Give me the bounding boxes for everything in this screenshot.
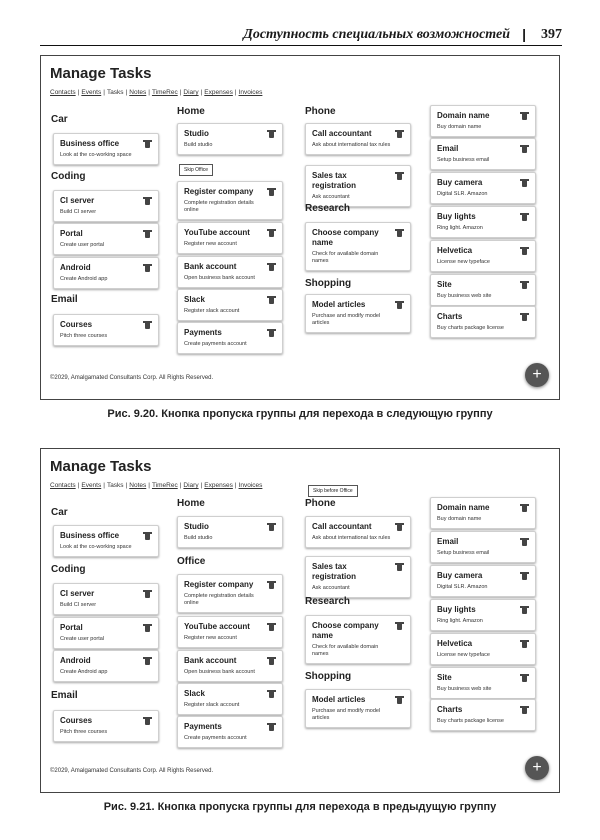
task-card[interactable]: [430, 699, 536, 731]
task-name: YouTube account: [184, 622, 250, 631]
task-card[interactable]: [430, 497, 536, 529]
task-card[interactable]: [430, 306, 536, 338]
nav-separator: |: [148, 89, 150, 96]
nav-separator: |: [200, 89, 203, 96]
task-card[interactable]: [53, 525, 159, 557]
task-card[interactable]: [53, 133, 159, 165]
header-separator: |: [522, 26, 526, 42]
task-card[interactable]: [305, 516, 411, 548]
group-title-coding: Coding: [51, 564, 86, 575]
task-card[interactable]: [430, 531, 536, 563]
task-card[interactable]: [430, 667, 536, 699]
trash-icon[interactable]: [521, 706, 528, 714]
group-title-car: Car: [51, 507, 68, 518]
task-name: Payments: [184, 722, 222, 731]
trash-icon[interactable]: [396, 172, 403, 180]
task-description: Register slack account: [184, 702, 240, 708]
task-card[interactable]: [53, 650, 159, 682]
group-title-email: Email: [51, 294, 78, 305]
task-card[interactable]: [177, 256, 283, 288]
task-name: Business office: [60, 531, 120, 540]
task-description: Open business bank account: [184, 669, 255, 675]
task-description: Pitch three courses: [60, 333, 108, 339]
task-card[interactable]: [53, 617, 159, 649]
trash-icon[interactable]: [268, 188, 275, 196]
trash-icon[interactable]: [268, 581, 275, 589]
group-title-email: Email: [51, 690, 78, 701]
trash-icon[interactable]: [521, 606, 528, 614]
group-title-coding: Coding: [51, 171, 86, 182]
trash-icon[interactable]: [144, 657, 151, 665]
nav-link-timerec[interactable]: TimeRec: [151, 482, 178, 489]
group-title-home: Home: [177, 498, 205, 509]
screenshot-figure-9-20: [40, 55, 560, 400]
nav-link-contacts[interactable]: Contacts: [50, 89, 76, 96]
task-card[interactable]: [430, 172, 536, 204]
task-card[interactable]: [53, 314, 159, 346]
task-description: Register new account: [184, 241, 237, 247]
nav-separator: |: [77, 89, 80, 96]
nav-link-diary[interactable]: Diary: [183, 482, 199, 489]
task-card[interactable]: [305, 294, 411, 333]
task-name: CI server: [60, 196, 95, 205]
group-title-shopping: Shopping: [305, 278, 352, 289]
task-description: Buy business web site: [437, 293, 492, 299]
task-name: Helvetica: [437, 246, 473, 255]
task-card[interactable]: [430, 206, 536, 238]
task-name: Payments: [184, 328, 222, 337]
trash-icon[interactable]: [268, 263, 275, 271]
task-name: Model articles: [312, 300, 366, 309]
figure-caption-9-21: Рис. 9.21. Кнопка пропуска группы для перехода в предыдущую группу: [103, 801, 497, 813]
trash-icon[interactable]: [396, 229, 403, 237]
task-card[interactable]: [177, 181, 283, 220]
trash-icon[interactable]: [521, 313, 528, 321]
task-name: Buy camera: [437, 571, 483, 580]
task-name: Buy lights: [437, 605, 476, 614]
trash-icon[interactable]: [268, 229, 275, 237]
trash-icon[interactable]: [521, 145, 528, 153]
task-description: Build studio: [184, 142, 213, 148]
figure-caption-9-20: Рис. 9.20. Кнопка пропуска группы для перехода в следующую группу: [107, 408, 493, 420]
task-description: Open business bank account: [184, 275, 255, 281]
task-name: Android: [60, 263, 91, 272]
task-description: Pitch three courses: [60, 729, 108, 735]
task-name: Charts: [437, 705, 463, 714]
trash-icon[interactable]: [268, 523, 275, 531]
task-name: Domain name: [437, 503, 490, 512]
nav-separator: |: [200, 482, 203, 489]
nav-link-invoices[interactable]: Invoices: [238, 89, 263, 96]
task-name: Courses: [60, 716, 93, 725]
footer-copyright: ©2029, Amalgamated Consultants Corp. All Rights Reserved.: [50, 375, 214, 381]
task-description: Ring light. Amazon: [437, 618, 483, 624]
task-description: Create Android app: [60, 276, 108, 282]
nav-separator: |: [234, 482, 237, 489]
trash-icon[interactable]: [396, 523, 403, 531]
task-name: Charts: [437, 312, 463, 321]
trash-icon[interactable]: [144, 717, 151, 725]
task-description: Look at the co-working space: [60, 544, 132, 550]
trash-icon[interactable]: [144, 264, 151, 272]
group-title-home: Home: [177, 106, 205, 117]
nav-link-events[interactable]: Events: [81, 482, 102, 489]
task-name: Android: [60, 656, 91, 665]
top-nav: [50, 482, 262, 489]
nav-link-expenses[interactable]: Expenses: [204, 89, 233, 96]
task-description: Register slack account: [184, 308, 240, 314]
trash-icon[interactable]: [521, 640, 528, 648]
task-card[interactable]: [305, 123, 411, 155]
group-title-office: Office: [177, 556, 206, 567]
task-card[interactable]: [430, 274, 536, 306]
page-number: 397: [541, 27, 562, 42]
task-card[interactable]: [177, 222, 283, 254]
trash-icon[interactable]: [144, 140, 151, 148]
nav-separator: |: [148, 482, 150, 489]
task-name: Bank account: [184, 262, 237, 271]
trash-icon[interactable]: [396, 563, 403, 571]
task-name: YouTube account: [184, 228, 250, 237]
trash-icon[interactable]: [268, 723, 275, 731]
trash-icon[interactable]: [144, 230, 151, 238]
task-card[interactable]: [177, 516, 283, 548]
trash-icon[interactable]: [268, 657, 275, 665]
task-name: Slack: [184, 295, 205, 304]
task-card[interactable]: [305, 165, 411, 207]
task-card[interactable]: [177, 650, 283, 682]
trash-icon[interactable]: [396, 301, 403, 309]
task-card[interactable]: [430, 240, 536, 272]
task-card[interactable]: [430, 105, 536, 137]
task-description: Digital SLR. Amazon: [437, 584, 488, 590]
task-name: Site: [437, 673, 452, 682]
task-name: Sales tax registration: [312, 171, 357, 190]
nav-separator: |: [179, 482, 182, 489]
task-name: Slack: [184, 689, 205, 698]
top-nav: [50, 89, 262, 96]
trash-icon[interactable]: [521, 247, 528, 255]
task-card[interactable]: [305, 689, 411, 728]
task-description: Check for available domain names: [312, 644, 379, 658]
app-title: Manage Tasks: [50, 65, 152, 82]
group-title-car: Car: [51, 114, 68, 125]
task-name: Buy lights: [437, 212, 476, 221]
task-card[interactable]: [177, 716, 283, 748]
trash-icon[interactable]: [268, 329, 275, 337]
task-name: Courses: [60, 320, 93, 329]
nav-link-notes[interactable]: Notes: [129, 89, 147, 96]
trash-icon[interactable]: [144, 624, 151, 632]
task-description: Purchase and modify model articles: [312, 708, 381, 722]
task-card[interactable]: [53, 223, 159, 255]
task-name: Choose company name: [312, 228, 379, 247]
task-card[interactable]: [53, 710, 159, 742]
task-name: Register company: [184, 580, 254, 589]
trash-icon[interactable]: [521, 538, 528, 546]
task-name: Register company: [184, 187, 254, 196]
group-title-research: Research: [305, 203, 351, 214]
task-name: Sales tax registration: [312, 562, 357, 581]
trash-icon[interactable]: [521, 572, 528, 580]
task-description: Look at the co-working space: [60, 152, 132, 158]
nav-link-invoices[interactable]: Invoices: [238, 482, 263, 489]
task-description: Ring light. Amazon: [437, 225, 483, 231]
task-description: License new typeface: [437, 652, 490, 658]
task-description: Buy domain name: [437, 124, 482, 130]
trash-icon[interactable]: [268, 623, 275, 631]
task-description: Setup business email: [437, 157, 490, 163]
group-title-phone: Phone: [305, 498, 336, 509]
trash-icon[interactable]: [396, 130, 403, 138]
nav-link-expenses[interactable]: Expenses: [204, 482, 233, 489]
task-name: Site: [437, 280, 452, 289]
task-description: Register new account: [184, 635, 237, 641]
task-description: Buy charts package license: [437, 718, 504, 724]
nav-separator: |: [179, 89, 182, 96]
nav-separator: |: [77, 482, 80, 489]
trash-icon[interactable]: [268, 296, 275, 304]
task-description: Build studio: [184, 535, 213, 541]
trash-icon[interactable]: [144, 590, 151, 598]
task-description: Setup business email: [437, 550, 490, 556]
task-description: Create user portal: [60, 636, 105, 642]
footer-copyright: ©2029, Amalgamated Consultants Corp. All Rights Reserved.: [50, 768, 214, 774]
task-name: Email: [437, 537, 459, 546]
task-card[interactable]: [53, 257, 159, 289]
task-name: Call accountant: [312, 129, 372, 138]
task-description: Complete registration details online: [184, 200, 254, 214]
task-card[interactable]: [305, 615, 411, 664]
task-description: Create user portal: [60, 242, 105, 248]
task-card[interactable]: [177, 574, 283, 613]
task-card[interactable]: [430, 599, 536, 631]
skip-group-button[interactable]: Skip before Office: [308, 485, 358, 497]
task-description: Purchase and modify model articles: [312, 313, 381, 327]
task-description: Complete registration details online: [184, 593, 254, 607]
task-name: Email: [437, 144, 459, 153]
task-description: Create payments account: [184, 735, 247, 741]
task-description: Buy charts package license: [437, 325, 504, 331]
task-description: Buy business web site: [437, 686, 492, 692]
task-card[interactable]: [430, 565, 536, 597]
task-card[interactable]: [177, 616, 283, 648]
nav-link-notes[interactable]: Notes: [129, 482, 147, 489]
trash-icon[interactable]: [268, 690, 275, 698]
task-description: Digital SLR. Amazon: [437, 191, 488, 197]
task-name: Model articles: [312, 695, 366, 704]
task-card[interactable]: [305, 556, 411, 598]
task-card[interactable]: [177, 289, 283, 321]
nav-separator: |: [103, 482, 105, 489]
nav-link-tasks: Tasks: [106, 482, 124, 489]
group-title-shopping: Shopping: [305, 671, 352, 682]
screenshot-figure-9-21: [40, 448, 560, 793]
trash-icon[interactable]: [521, 674, 528, 682]
task-description: Ask accountant: [312, 194, 350, 200]
nav-link-events[interactable]: Events: [81, 89, 102, 96]
task-name: Bank account: [184, 656, 237, 665]
task-name: Helvetica: [437, 639, 473, 648]
nav-separator: |: [125, 482, 128, 489]
group-title-research: Research: [305, 596, 351, 607]
nav-link-timerec[interactable]: TimeRec: [151, 89, 178, 96]
add-task-button[interactable]: +: [525, 363, 549, 387]
task-description: Buy domain name: [437, 516, 482, 522]
task-name: Buy camera: [437, 178, 483, 187]
task-description: License new typeface: [437, 259, 490, 265]
trash-icon[interactable]: [521, 504, 528, 512]
trash-icon[interactable]: [521, 112, 528, 120]
trash-icon[interactable]: [268, 130, 275, 138]
task-name: Choose company name: [312, 621, 379, 640]
task-description: Ask about international tax rules: [312, 535, 391, 541]
skip-group-button[interactable]: Skip Office: [179, 164, 213, 176]
task-card[interactable]: [53, 583, 159, 615]
add-task-button[interactable]: +: [525, 756, 549, 780]
task-name: Domain name: [437, 111, 490, 120]
task-name: Business office: [60, 139, 120, 148]
nav-link-tasks: Tasks: [106, 89, 124, 96]
task-card[interactable]: [430, 633, 536, 665]
task-description: Check for available domain names: [312, 251, 379, 265]
nav-link-diary[interactable]: Diary: [183, 89, 199, 96]
nav-separator: |: [103, 89, 105, 96]
trash-icon[interactable]: [396, 696, 403, 704]
task-name: Studio: [184, 129, 209, 138]
trash-icon[interactable]: [521, 179, 528, 187]
trash-icon[interactable]: [144, 321, 151, 329]
trash-icon[interactable]: [144, 197, 151, 205]
app-title: Manage Tasks: [50, 458, 152, 475]
task-card[interactable]: [177, 322, 283, 354]
task-card[interactable]: [305, 222, 411, 271]
nav-link-contacts[interactable]: Contacts: [50, 482, 76, 489]
task-card[interactable]: [53, 190, 159, 222]
task-description: Build CI server: [60, 209, 97, 215]
task-description: Ask accountant: [312, 585, 350, 591]
task-name: Portal: [60, 623, 83, 632]
group-title-phone: Phone: [305, 106, 336, 117]
header-title: Доступность специальных возможностей: [243, 27, 510, 42]
task-description: Create Android app: [60, 669, 108, 675]
task-description: Create payments account: [184, 341, 247, 347]
task-card[interactable]: [177, 123, 283, 155]
nav-separator: |: [125, 89, 128, 96]
task-name: Studio: [184, 522, 209, 531]
running-head: [40, 24, 562, 46]
trash-icon[interactable]: [396, 622, 403, 630]
task-description: Ask about international tax rules: [312, 142, 391, 148]
task-name: Call accountant: [312, 522, 372, 531]
trash-icon[interactable]: [521, 281, 528, 289]
task-card[interactable]: [177, 683, 283, 715]
task-name: Portal: [60, 229, 83, 238]
trash-icon[interactable]: [144, 532, 151, 540]
task-card[interactable]: [430, 138, 536, 170]
trash-icon[interactable]: [521, 213, 528, 221]
task-name: CI server: [60, 589, 95, 598]
task-description: Build CI server: [60, 602, 97, 608]
nav-separator: |: [234, 89, 237, 96]
